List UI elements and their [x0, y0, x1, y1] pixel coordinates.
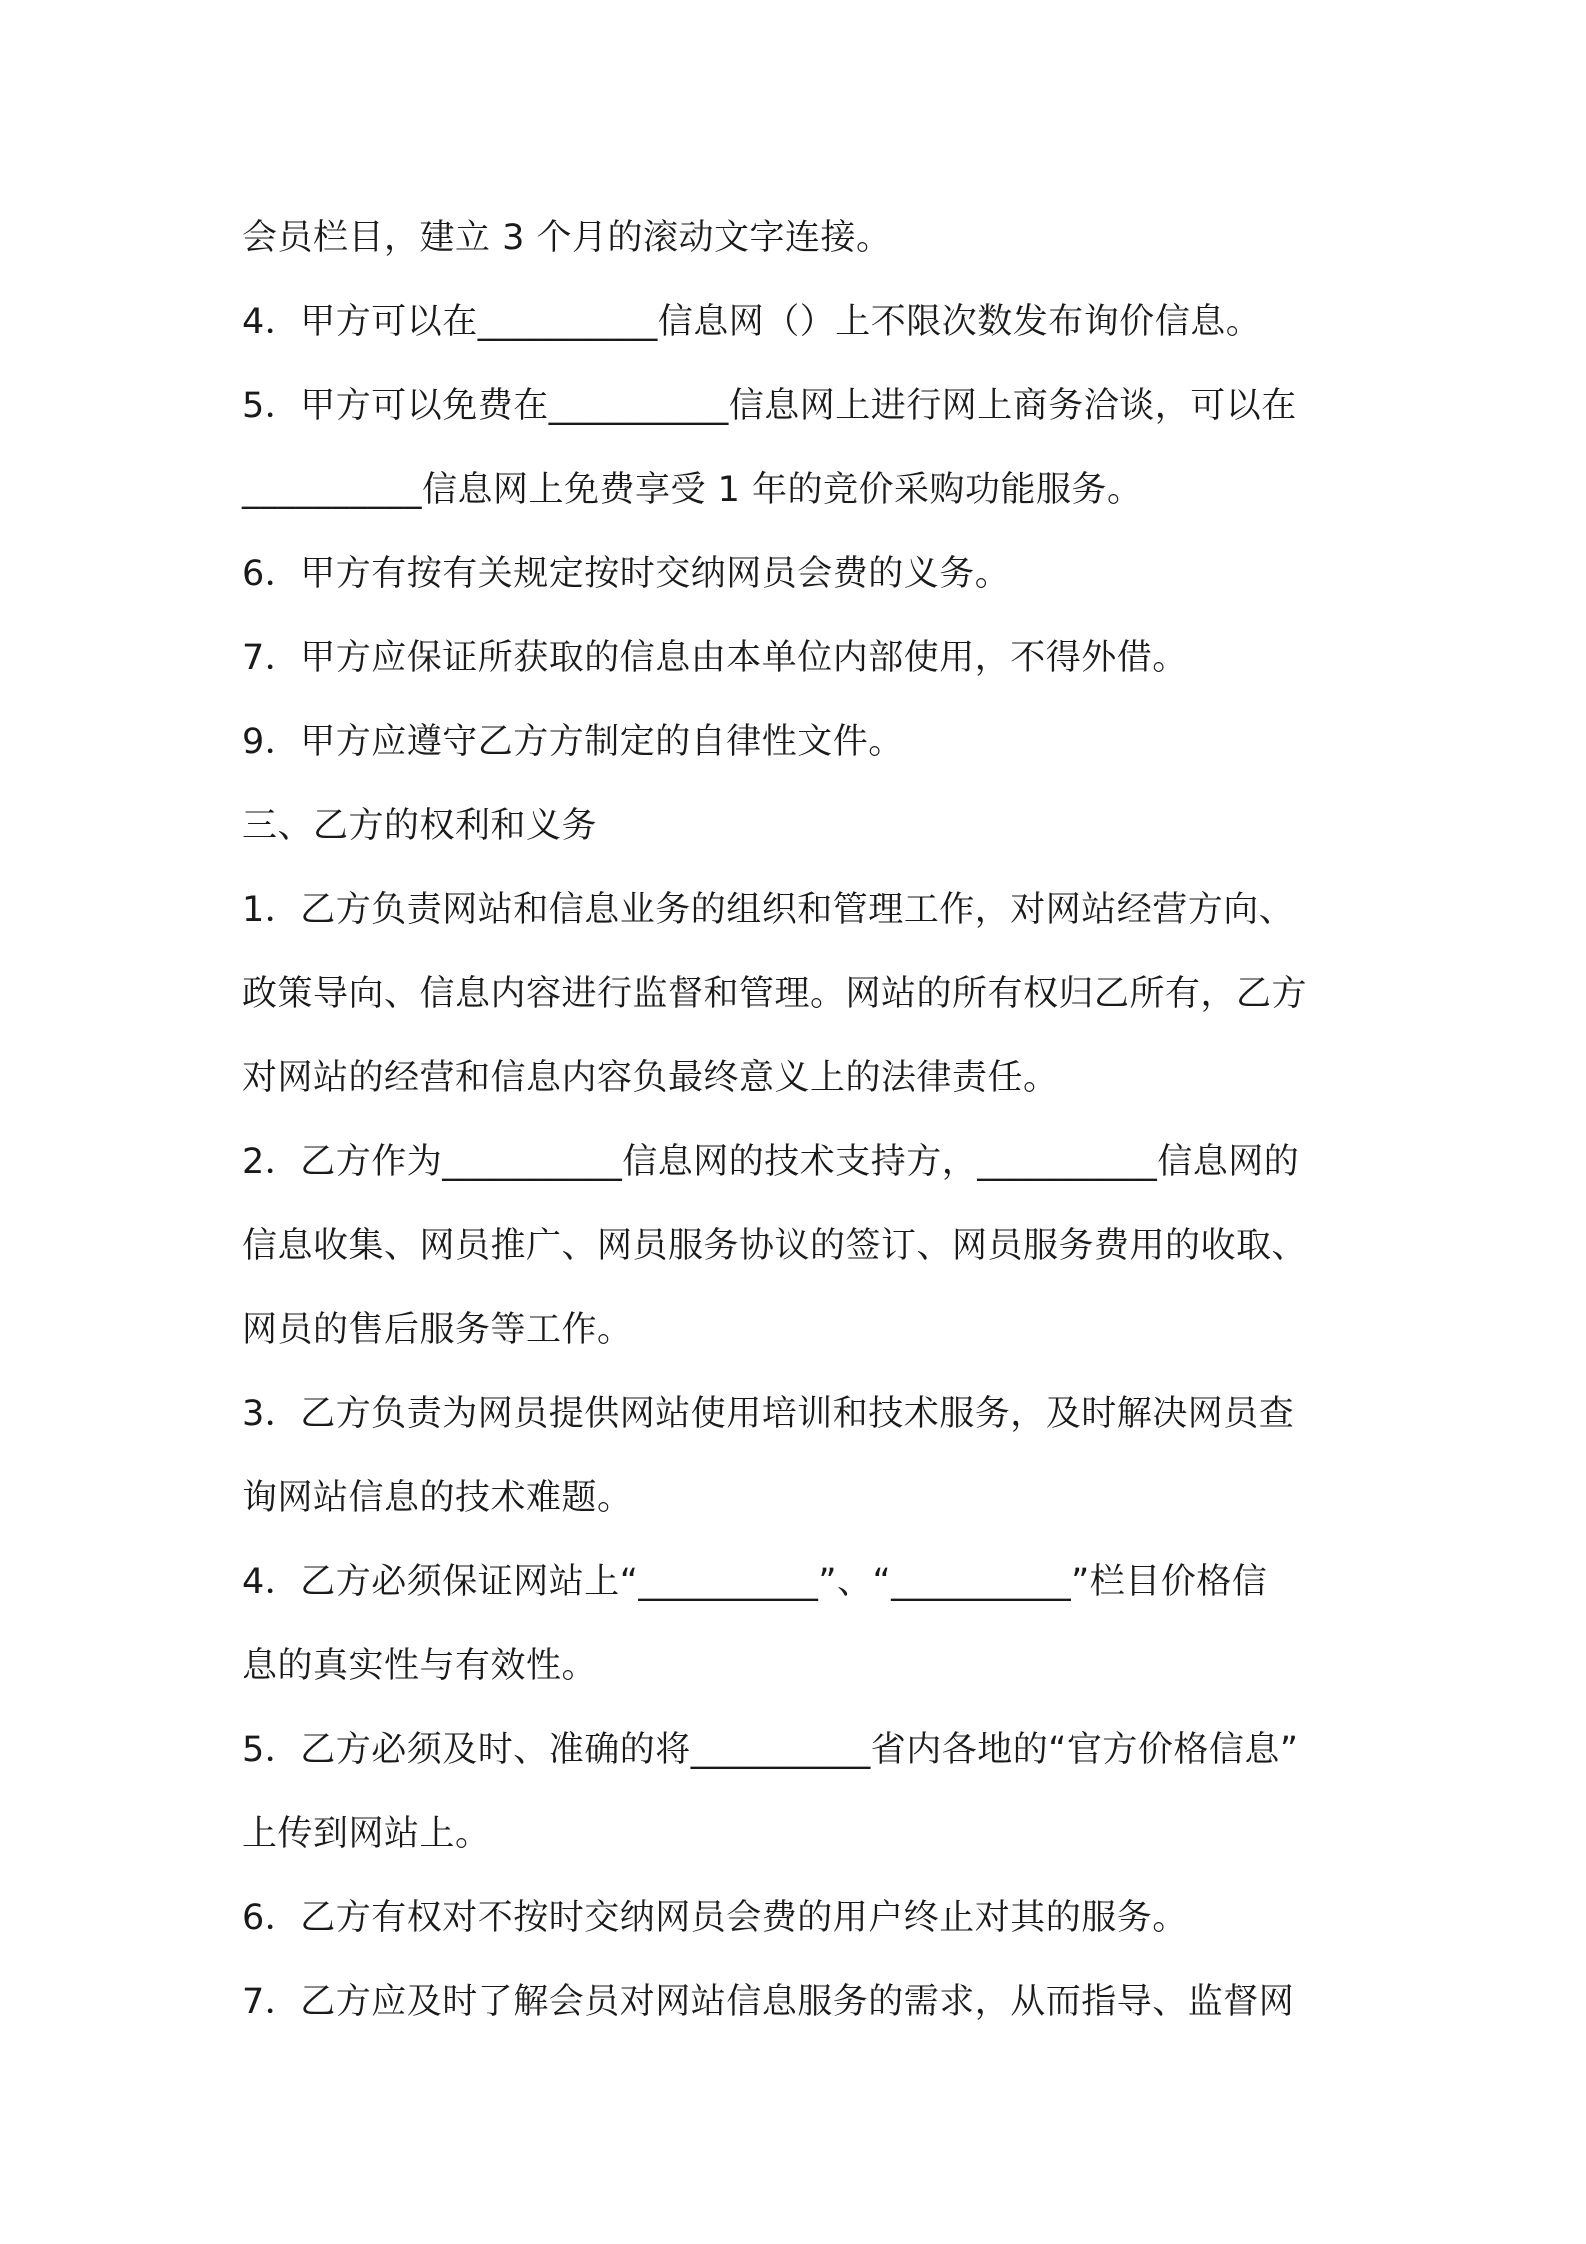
text-line: 1．乙方负责网站和信息业务的组织和管理工作，对网站经营方向、 — [242, 890, 1295, 930]
text-line: 7．乙方应及时了解会员对网站信息服务的需求，从而指导、监督网 — [242, 1982, 1295, 2022]
section-heading: 三、乙方的权利和义务 — [242, 806, 598, 846]
text-line: 询网站信息的技术难题。 — [242, 1478, 633, 1518]
text-line: __________信息网上免费享受 1 年的竞价采购功能服务。 — [242, 470, 1143, 510]
text-line: 9．甲方应遵守乙方方制定的自律性文件。 — [242, 722, 904, 762]
text-line: 3．乙方负责为网员提供网站使用培训和技术服务，及时解决网员查 — [242, 1394, 1295, 1434]
text-line: 信息收集、网员推广、网员服务协议的签订、网员服务费用的收取、 — [242, 1226, 1308, 1266]
text-line: 上传到网站上。 — [242, 1814, 491, 1854]
text-line: 5．甲方可以免费在__________信息网上进行网上商务洽谈，可以在 — [242, 386, 1297, 426]
text-line: 对网站的经营和信息内容负最终意义上的法律责任。 — [242, 1058, 1059, 1098]
text-line: 6．乙方有权对不按时交纳网员会费的用户终止对其的服务。 — [242, 1898, 1188, 1938]
text-line: 4．乙方必须保证网站上“__________”、“__________”栏目价格信 — [242, 1562, 1268, 1602]
text-line: 4．甲方可以在__________信息网（）上不限次数发布询价信息。 — [242, 302, 1262, 342]
text-line: 6．甲方有按有关规定按时交纳网员会费的义务。 — [242, 554, 1011, 594]
text-line: 5．乙方必须及时、准确的将__________省内各地的“官方价格信息” — [242, 1730, 1299, 1770]
text-line: 政策导向、信息内容进行监督和管理。网站的所有权归乙所有，乙方 — [242, 974, 1308, 1014]
text-line: 2．乙方作为__________信息网的技术支持方，__________信息网的 — [242, 1142, 1300, 1182]
text-line: 7．甲方应保证所获取的信息由本单位内部使用，不得外借。 — [242, 638, 1188, 678]
text-line: 会员栏目，建立 3 个月的滚动文字连接。 — [242, 218, 892, 258]
document-body — [242, 196, 1372, 2044]
text-line: 网员的售后服务等工作。 — [242, 1310, 633, 1350]
text-line: 息的真实性与有效性。 — [242, 1646, 598, 1686]
